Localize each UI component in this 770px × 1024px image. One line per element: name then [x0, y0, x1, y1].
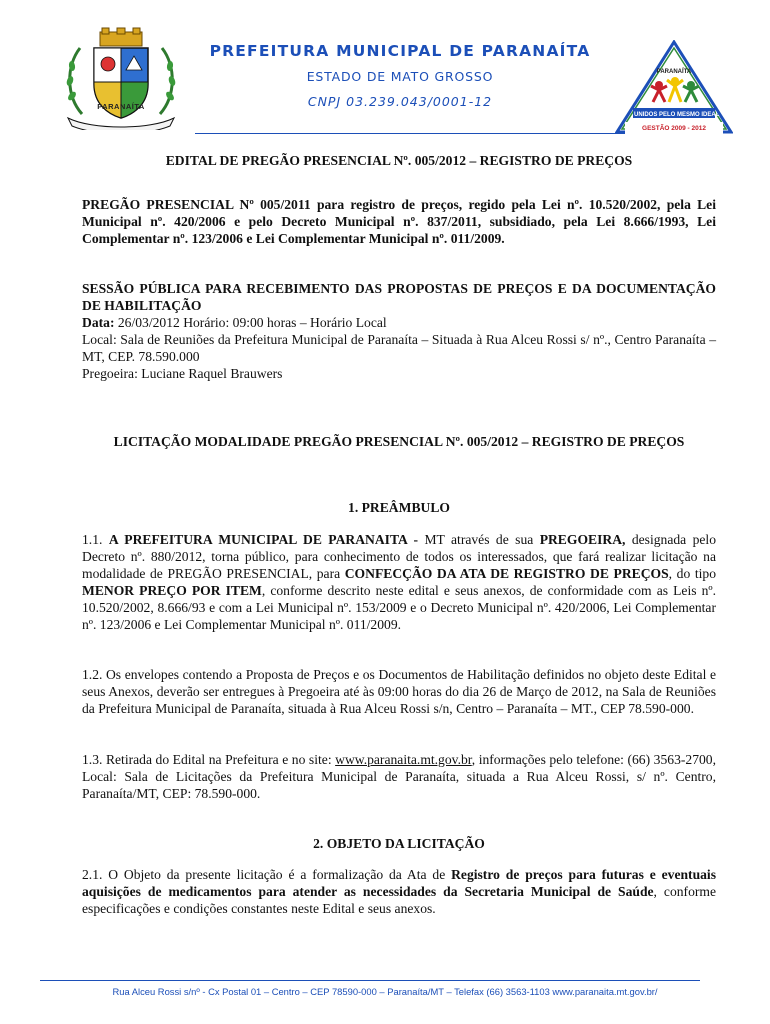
section-1-heading: 1. PREÂMBULO — [348, 500, 450, 515]
document-title: EDITAL DE PREGÃO PRESENCIAL Nº. 005/2012 – REGISTRO DE PREÇOS — [165, 153, 633, 168]
cnpj-number: CNPJ 03.239.043/0001-12 — [307, 94, 493, 109]
paragraph-2-1: 2.1. O Objeto da presente licitação é a formalização da Ata de Registro de preços para futuras e eventuais aquisições de medicamentos para atender as necessidades da Secretaria Municipal de Saúde, conforme especificações e condições constantes neste Edital e seus anexos. — [82, 867, 716, 916]
emblem-motto: UNIDOS PELO MESMO IDEAL — [634, 112, 720, 118]
website-link[interactable]: www.paranaita.mt.gov.br — [335, 752, 472, 767]
emblem-city-label: PARANAÍTA — [656, 69, 692, 75]
municipality-title: PREFEITURA MUNICIPAL DE PARANAÍTA — [209, 42, 591, 60]
intro-paragraph: PREGÃO PRESENCIAL Nº 005/2011 para registro de preços, regido pela Lei nº. 10.520/2002, pela Lei Municipal nº. 420/2006 e pelo Decreto Municipal nº. 837/2011, subsidiado, pela Lei 8.666/1993, Lei Complementar nº. 123/2006 e Lei Complementar Municipal nº. 011/2009. — [82, 197, 716, 246]
footer-divider — [40, 980, 700, 981]
state-name: ESTADO DE MATO GROSSO — [306, 69, 494, 84]
session-block — [82, 280, 716, 382]
section-2-heading: 2. OBJETO DA LICITAÇÃO — [313, 836, 485, 851]
session-heading: SESSÃO PÚBLICA PARA RECEBIMENTO DAS PROPOSTAS DE PREÇOS E DA DOCUMENTAÇÃO DE HABILITAÇÃO — [82, 281, 716, 313]
administration-emblem-icon — [615, 40, 733, 136]
session-location: Local: Sala de Reuniões da Prefeitura Municipal de Paranaíta – Situada à Rua Alceu Rossi s/ nº., Centro Paranaíta – MT, CEP. 78.590.000 — [82, 332, 716, 364]
emblem-term: GESTÃO 2009 - 2012 — [642, 125, 706, 132]
session-date: Data: 26/03/2012 Horário: 09:00 horas – Horário Local — [82, 315, 387, 330]
municipal-coat-of-arms-icon — [62, 26, 180, 130]
licitacao-heading: LICITAÇÃO MODALIDADE PREGÃO PRESENCIAL Nº. 005/2012 – REGISTRO DE PREÇOS — [113, 434, 685, 449]
crest-ribbon-label: PARANAÍTA — [97, 102, 145, 111]
letterhead — [0, 0, 770, 140]
paragraph-1-2: 1.2. Os envelopes contendo a Proposta de Preços e os Documentos de Habilitação definidos no objeto deste Edital e seus Anexos, deverão ser entregues à Pregoeira até às 09:00 horas do dia 26 de Março de 2012, na Sala de Reuniões da Prefeitura Municipal de Paranaíta, situada à Rua Alceu Rossi s/n, Centro – Paranaíta – MT., CEP 78.590-000. — [82, 667, 716, 716]
header-divider — [195, 133, 625, 134]
footer-address: Rua Alceu Rossi s/nº - Cx Postal 01 – Centro – CEP 78590-000 – Paranaíta/MT – Telefax (66) 3563-1103 www.paranaita.mt.gov.br/ — [112, 986, 658, 997]
paragraph-1-3: 1.3. Retirada do Edital na Prefeitura e no site: www.paranaita.mt.gov.br, informações pelo telefone: (66) 3563-2700, Local: Sala de Licitações da Prefeitura Municipal de Paranaíta, situada a Rua Alceu Rossi, s/ nº. Centro, Paranaíta/MT, CEP: 78.590-000. — [82, 752, 716, 801]
paragraph-1-1: 1.1. A PREFEITURA MUNICIPAL DE PARANAITA - MT através de sua PREGOEIRA, designada pelo Decreto nº. 880/2012, torna público, para conhecimento de todos os interessados, que fará realizar licitação na modalidade de PREGÃO PRESENCIAL, para CONFECÇÃO DA ATA DE REGISTRO DE PREÇOS, do tipo MENOR PREÇO POR ITEM, conforme descrito neste edital e seus anexos, de conformidade com as Leis nº. 10.520/2002, 8.666/93 e com a Lei Municipal nº. 153/2009 e o Decreto Municipal nº. 420/2006, Lei Complementar nº. 123/2006 e Lei Complementar Municipal nº. 011/2009. — [82, 532, 716, 632]
session-pregoeira: Pregoeira: Luciane Raquel Brauwers — [82, 366, 283, 381]
